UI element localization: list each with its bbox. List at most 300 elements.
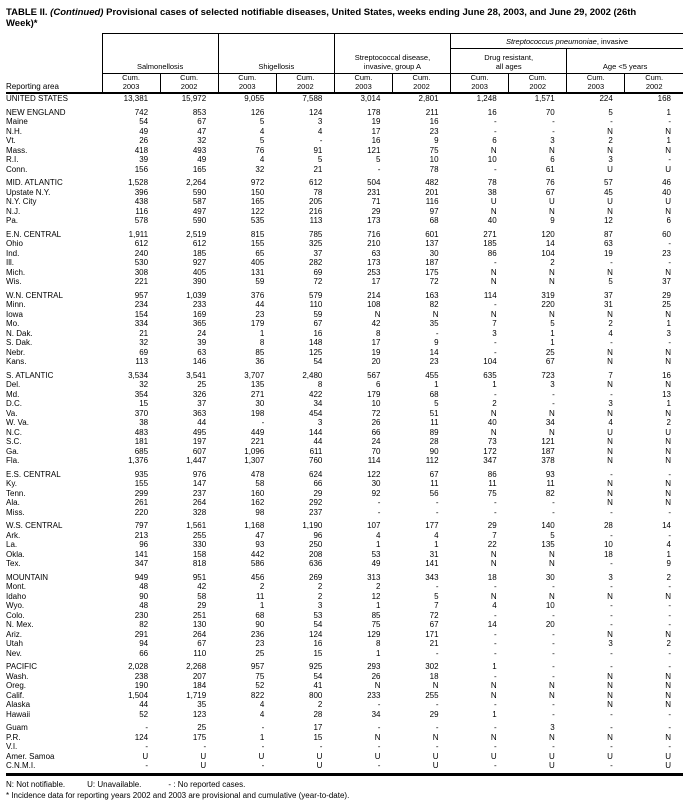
cell-value: 41	[313, 681, 323, 690]
cell-value: 1	[492, 709, 497, 719]
cell-value: 37	[197, 399, 207, 408]
cell-value: 169	[192, 309, 207, 319]
cell-value: 28	[313, 709, 323, 719]
row-area-label: Colo.	[6, 610, 25, 620]
row-area-label: Wyo.	[6, 601, 25, 610]
cell-value: 29	[197, 601, 207, 610]
cell-value: 16	[662, 370, 671, 380]
cell-value: 3	[608, 399, 613, 408]
cell-value: 1,561	[186, 521, 207, 530]
table-row	[6, 456, 683, 466]
cell-value: 19	[371, 347, 381, 357]
cell-value: 54	[313, 357, 323, 366]
cell-value: -	[493, 126, 497, 136]
cell-value: 3	[550, 723, 555, 732]
cell-value: 104	[483, 357, 497, 366]
cell-value: N	[607, 690, 613, 700]
cell-value: 3	[492, 328, 497, 338]
cell-value: 59	[313, 309, 323, 319]
cell-value: 2,264	[186, 178, 207, 187]
cell-value: 319	[541, 290, 555, 300]
cell-value: 34	[545, 418, 555, 427]
cell-value: 37	[603, 290, 613, 300]
row-area-label: Mass.	[6, 145, 28, 155]
table-row	[6, 390, 683, 400]
cell-value: 328	[192, 507, 207, 517]
cell-value: 35	[197, 700, 207, 709]
cell-value: N	[665, 456, 671, 465]
cell-value: 3,541	[186, 370, 207, 380]
cell-value: 67	[545, 357, 555, 366]
table-row	[6, 592, 683, 602]
cell-value: -	[552, 399, 555, 408]
cell-value: 173	[367, 216, 381, 225]
cell-value: N	[548, 206, 555, 216]
cell-value: 4	[608, 418, 613, 427]
cell-value: -	[319, 742, 323, 751]
cell-value: 6	[376, 380, 381, 389]
cell-value: 39	[197, 338, 207, 347]
cell-value: 282	[309, 258, 323, 267]
cell-value: 253	[367, 267, 381, 277]
cell-value: 347	[134, 559, 149, 568]
cell-value: 147	[192, 479, 207, 488]
cell-value: 13	[662, 389, 671, 399]
row-area-label: N.H.	[6, 126, 22, 136]
cell-value: 504	[367, 178, 381, 187]
cell-value: 124	[134, 732, 149, 742]
cell-value: 113	[135, 357, 149, 366]
table-row	[6, 310, 683, 320]
cell-value: U	[374, 751, 381, 761]
cell-value: N	[607, 488, 613, 498]
row-area-label: MID. ATLANTIC	[6, 178, 63, 187]
table-row	[6, 165, 683, 175]
column-header-cum-2003: Cum. 2003	[451, 74, 509, 94]
cell-value: 1	[550, 338, 555, 347]
cell-value: 114	[367, 456, 381, 465]
row-area-label: Hawaii	[6, 709, 31, 719]
table-row	[6, 489, 683, 499]
cell-value: 25	[197, 723, 207, 732]
row-area-label: Okla.	[6, 549, 25, 559]
table-row	[6, 268, 683, 278]
cell-value: 4	[666, 540, 671, 549]
cell-value: 110	[193, 648, 207, 658]
cell-value: 76	[255, 145, 265, 155]
cell-value: -	[610, 610, 613, 620]
cell-value: N	[665, 206, 671, 216]
cell-value: 2	[550, 258, 555, 267]
cell-value: 2,519	[186, 229, 207, 239]
cell-value: 5	[259, 136, 265, 145]
column-header-cum-2003: Cum. 2003	[567, 74, 625, 94]
table-title	[6, 7, 668, 29]
cell-value: 44	[313, 437, 323, 446]
column-header-cum-2002: Cum. 2002	[276, 74, 334, 94]
cell-value: 9,055	[244, 94, 265, 103]
cell-value: 976	[192, 469, 207, 479]
cell-value: 15,972	[181, 94, 207, 103]
row-area-label: Wis.	[6, 277, 22, 286]
cell-value: 40	[487, 418, 497, 427]
cell-value: 71	[371, 197, 381, 206]
cell-value: N	[607, 700, 613, 709]
cell-value: U	[142, 751, 149, 761]
cell-value: 67	[429, 469, 439, 479]
cell-value: 418	[134, 145, 149, 155]
cell-value: N	[607, 732, 613, 742]
cell-value: 1	[666, 399, 671, 408]
cell-value: 59	[255, 277, 265, 286]
table-row	[6, 399, 683, 409]
region-total-row	[6, 517, 683, 531]
cell-value: 302	[425, 662, 439, 671]
table-row	[6, 428, 683, 438]
cell-value: 10	[487, 155, 497, 164]
row-area-label: Miss.	[6, 507, 25, 517]
cell-value: 52	[255, 681, 265, 690]
cell-value: -	[493, 648, 497, 658]
column-header-cum-2002: Cum. 2002	[509, 74, 567, 94]
cell-value: -	[552, 700, 555, 709]
row-area-label: Amer. Samoa	[6, 751, 55, 761]
row-area-label: N.Y. City	[6, 197, 37, 206]
cell-value: 238	[134, 671, 149, 681]
cell-value: -	[261, 742, 265, 751]
cell-value: 234	[134, 300, 149, 309]
cell-value: -	[435, 498, 439, 507]
cell-value: N	[607, 681, 613, 690]
cell-value: -	[377, 498, 381, 507]
cell-value: 37	[662, 277, 671, 286]
table-row	[6, 338, 683, 348]
row-area-label: UNITED STATES	[6, 94, 68, 103]
cell-value: 44	[255, 300, 265, 309]
row-area-label: Va.	[6, 408, 18, 418]
table-row	[6, 188, 683, 198]
row-area-label: Tenn.	[6, 488, 26, 498]
cell-value: N	[665, 446, 671, 456]
cell-value: 449	[250, 427, 265, 437]
cell-value: -	[145, 723, 149, 732]
cell-value: 30	[429, 248, 439, 258]
legend-no-reported-cases: - : No reported cases.	[168, 779, 246, 789]
cell-value: -	[261, 418, 265, 427]
cell-value: 44	[139, 700, 149, 709]
cell-value: 198	[250, 408, 265, 418]
cell-value: -	[435, 742, 439, 751]
cell-value: 165	[250, 197, 265, 206]
cell-value: N	[607, 591, 613, 601]
row-area-label: Minn.	[6, 300, 26, 309]
cell-value: -	[610, 530, 613, 540]
cell-value: 137	[425, 239, 439, 248]
row-area-label: Alaska	[6, 700, 31, 709]
cell-value: 23	[255, 309, 265, 319]
cell-value: N	[607, 408, 613, 418]
table-row	[6, 329, 683, 339]
table-row	[6, 681, 683, 691]
cell-value: 19	[603, 248, 613, 258]
cell-value: 935	[134, 469, 149, 479]
cell-value: -	[610, 507, 613, 517]
cell-value: N	[607, 671, 613, 681]
cell-value: 291	[134, 629, 149, 639]
cell-value: 91	[313, 145, 323, 155]
cell-value: 85	[255, 347, 265, 357]
row-area-label: Ind.	[6, 248, 20, 258]
cell-value: 1	[666, 136, 671, 145]
cell-value: 68	[429, 216, 439, 225]
cell-value: -	[377, 700, 381, 709]
cell-value: 25	[255, 648, 265, 658]
cell-value: 8	[376, 639, 381, 648]
cell-value: 237	[309, 507, 323, 517]
cell-value: N	[490, 549, 497, 559]
cell-value: 1	[259, 732, 265, 742]
row-area-label: W. Va.	[6, 418, 29, 427]
cell-value: N	[432, 309, 439, 319]
cell-value: 75	[429, 145, 439, 155]
cell-value: 3	[550, 136, 555, 145]
cell-value: 1	[376, 540, 381, 549]
cell-value: -	[552, 648, 555, 658]
cell-value: 22	[487, 540, 497, 549]
table-row	[6, 239, 683, 249]
cell-value: N	[548, 591, 555, 601]
cell-value: 4	[492, 601, 497, 610]
cell-value: 264	[192, 498, 207, 507]
cell-value: 72	[371, 408, 381, 418]
cell-value: N	[665, 408, 671, 418]
cell-value: 497	[192, 206, 207, 216]
reporting-area-label: Reporting area	[6, 74, 102, 94]
table-row	[6, 380, 683, 390]
cell-value: 405	[192, 267, 207, 277]
cell-value: 29	[662, 290, 671, 300]
region-total-row	[6, 104, 683, 118]
cell-value: 155	[250, 239, 265, 248]
cell-value: 1	[259, 328, 265, 338]
cell-value: 16	[487, 107, 497, 117]
cell-value: 78	[313, 187, 323, 197]
row-area-label: Calif.	[6, 690, 25, 700]
row-area-label: S.C.	[6, 437, 22, 446]
cell-value: 4	[259, 700, 265, 709]
table-row	[6, 418, 683, 428]
row-area-label: E.N. CENTRAL	[6, 229, 62, 239]
cell-value: 5	[317, 155, 323, 164]
cell-value: 797	[134, 521, 149, 530]
cell-value: N	[607, 126, 613, 136]
cell-value: N	[607, 446, 613, 456]
cell-value: 40	[487, 216, 497, 225]
cell-value: N	[374, 681, 381, 690]
cell-value: -	[493, 164, 497, 174]
cell-value: 7	[492, 530, 497, 540]
table-row	[6, 540, 683, 550]
cell-value: U	[548, 751, 555, 761]
cell-value: 405	[250, 258, 265, 267]
cell-value: 140	[541, 521, 555, 530]
cell-value: 1	[666, 319, 671, 328]
cell-value: 63	[603, 239, 613, 248]
row-area-label: Utah	[6, 639, 23, 648]
cell-value: U	[490, 751, 497, 761]
table-row	[6, 249, 683, 259]
cell-value: 2,028	[128, 662, 149, 671]
cell-value: 224	[599, 94, 613, 103]
cell-value: 221	[250, 437, 265, 446]
cell-value: 261	[134, 498, 149, 507]
cell-value: 17	[371, 338, 381, 347]
cell-value: 1,504	[128, 690, 149, 700]
cell-value: 308	[134, 267, 149, 277]
cell-value: 32	[255, 164, 265, 174]
cell-value: 116	[425, 197, 439, 206]
cell-value: N	[490, 408, 497, 418]
column-group-salmonellosis: Salmonellosis	[102, 49, 218, 74]
cell-value: 154	[134, 309, 149, 319]
cell-value: N	[490, 206, 497, 216]
cell-value: 160	[250, 488, 265, 498]
notifiable-diseases-table	[6, 33, 683, 771]
cell-value: 2	[666, 572, 671, 582]
table-row	[6, 733, 683, 743]
cell-value: N	[490, 267, 497, 277]
cell-value: 21	[429, 639, 439, 648]
cell-value: 3	[317, 418, 323, 427]
cell-value: -	[493, 338, 497, 347]
cell-value: -	[668, 709, 671, 719]
cell-value: 135	[250, 380, 265, 389]
cell-value: N	[665, 681, 671, 690]
cell-value: N	[665, 126, 671, 136]
cell-value: 26	[371, 671, 381, 681]
column-header-cum-2002: Cum. 2002	[392, 74, 450, 94]
cell-value: 92	[371, 488, 381, 498]
cell-value: -	[377, 164, 381, 174]
cell-value: U	[665, 427, 671, 437]
cell-value: -	[493, 610, 497, 620]
cell-value: N	[490, 559, 497, 568]
cell-value: -	[668, 239, 671, 248]
cell-value: U	[258, 751, 265, 761]
row-area-label: Ga.	[6, 446, 19, 456]
cell-value: 230	[134, 610, 149, 620]
cell-value: 482	[425, 178, 439, 187]
table-row	[6, 197, 683, 207]
table-continued-flag: (Continued)	[50, 7, 104, 18]
cell-value: -	[610, 723, 613, 732]
cell-value: -	[435, 328, 439, 338]
cell-value: 82	[545, 488, 555, 498]
cell-value: -	[435, 700, 439, 709]
cell-value: -	[668, 530, 671, 540]
cell-value: 269	[309, 572, 323, 582]
cell-value: -	[377, 742, 381, 751]
cell-value: 2	[666, 418, 671, 427]
cell-value: 742	[134, 107, 149, 117]
cell-value: 8	[376, 328, 381, 338]
cell-value: 3	[608, 155, 613, 164]
cell-value: 354	[134, 389, 149, 399]
cell-value: 29	[313, 488, 323, 498]
row-area-label: Oreg.	[6, 681, 27, 690]
cell-value: 66	[313, 479, 323, 488]
cell-value: 126	[250, 107, 265, 117]
cell-value: -	[377, 507, 381, 517]
cell-value: U	[316, 751, 323, 761]
cell-value: 579	[309, 290, 323, 300]
cell-value: 63	[371, 248, 381, 258]
cell-value: 29	[429, 709, 439, 719]
cell-value: 107	[367, 521, 381, 530]
cell-value: 5	[434, 399, 439, 408]
cell-value: 18	[487, 572, 497, 582]
row-area-label: Md.	[6, 389, 20, 399]
cell-value: 48	[139, 582, 149, 591]
cell-value: -	[261, 761, 265, 770]
cell-value: 957	[134, 290, 149, 300]
cell-value: 442	[250, 549, 265, 559]
cell-value: 11	[255, 591, 265, 601]
row-area-label: V.I.	[6, 742, 18, 751]
region-total-row	[6, 174, 683, 188]
cell-value: -	[668, 507, 671, 517]
row-area-label: D.C.	[6, 399, 22, 408]
cell-value: N	[490, 681, 497, 690]
cell-value: -	[668, 648, 671, 658]
cell-value: 26	[371, 418, 381, 427]
cell-value: 5	[376, 155, 381, 164]
cell-value: -	[610, 117, 613, 126]
cell-value: 190	[134, 681, 149, 690]
column-group-strep-group-a: Streptococcal disease, invasive, group A	[334, 49, 450, 74]
cell-value: 34	[313, 399, 323, 408]
cell-value: -	[552, 582, 555, 591]
cell-value: U	[665, 751, 671, 761]
cell-value: 29	[371, 206, 381, 216]
cell-value: 67	[313, 319, 323, 328]
cell-value: 233	[192, 300, 207, 309]
table-row	[6, 508, 683, 518]
cell-value: -	[610, 648, 613, 658]
cell-value: 121	[367, 145, 381, 155]
cell-value: 112	[425, 456, 439, 465]
cell-value: 363	[192, 408, 207, 418]
cell-value: N	[548, 549, 555, 559]
cell-value: -	[493, 389, 497, 399]
table-row	[6, 620, 683, 630]
cell-value: 972	[250, 178, 265, 187]
cell-value: 158	[192, 549, 207, 559]
table-row	[6, 409, 683, 419]
cell-value: 63	[197, 347, 207, 357]
cell-value: N	[665, 690, 671, 700]
cell-value: 34	[371, 709, 381, 719]
cell-value: 14	[487, 620, 497, 629]
cell-value: 28	[429, 437, 439, 446]
cell-value: 7	[492, 319, 497, 328]
cell-value: -	[493, 742, 497, 751]
cell-value: 1	[550, 328, 555, 338]
cell-value: 1	[666, 107, 671, 117]
cell-value: 165	[192, 164, 207, 174]
row-area-label: Guam	[6, 723, 28, 732]
row-area-label: Tex.	[6, 559, 21, 568]
